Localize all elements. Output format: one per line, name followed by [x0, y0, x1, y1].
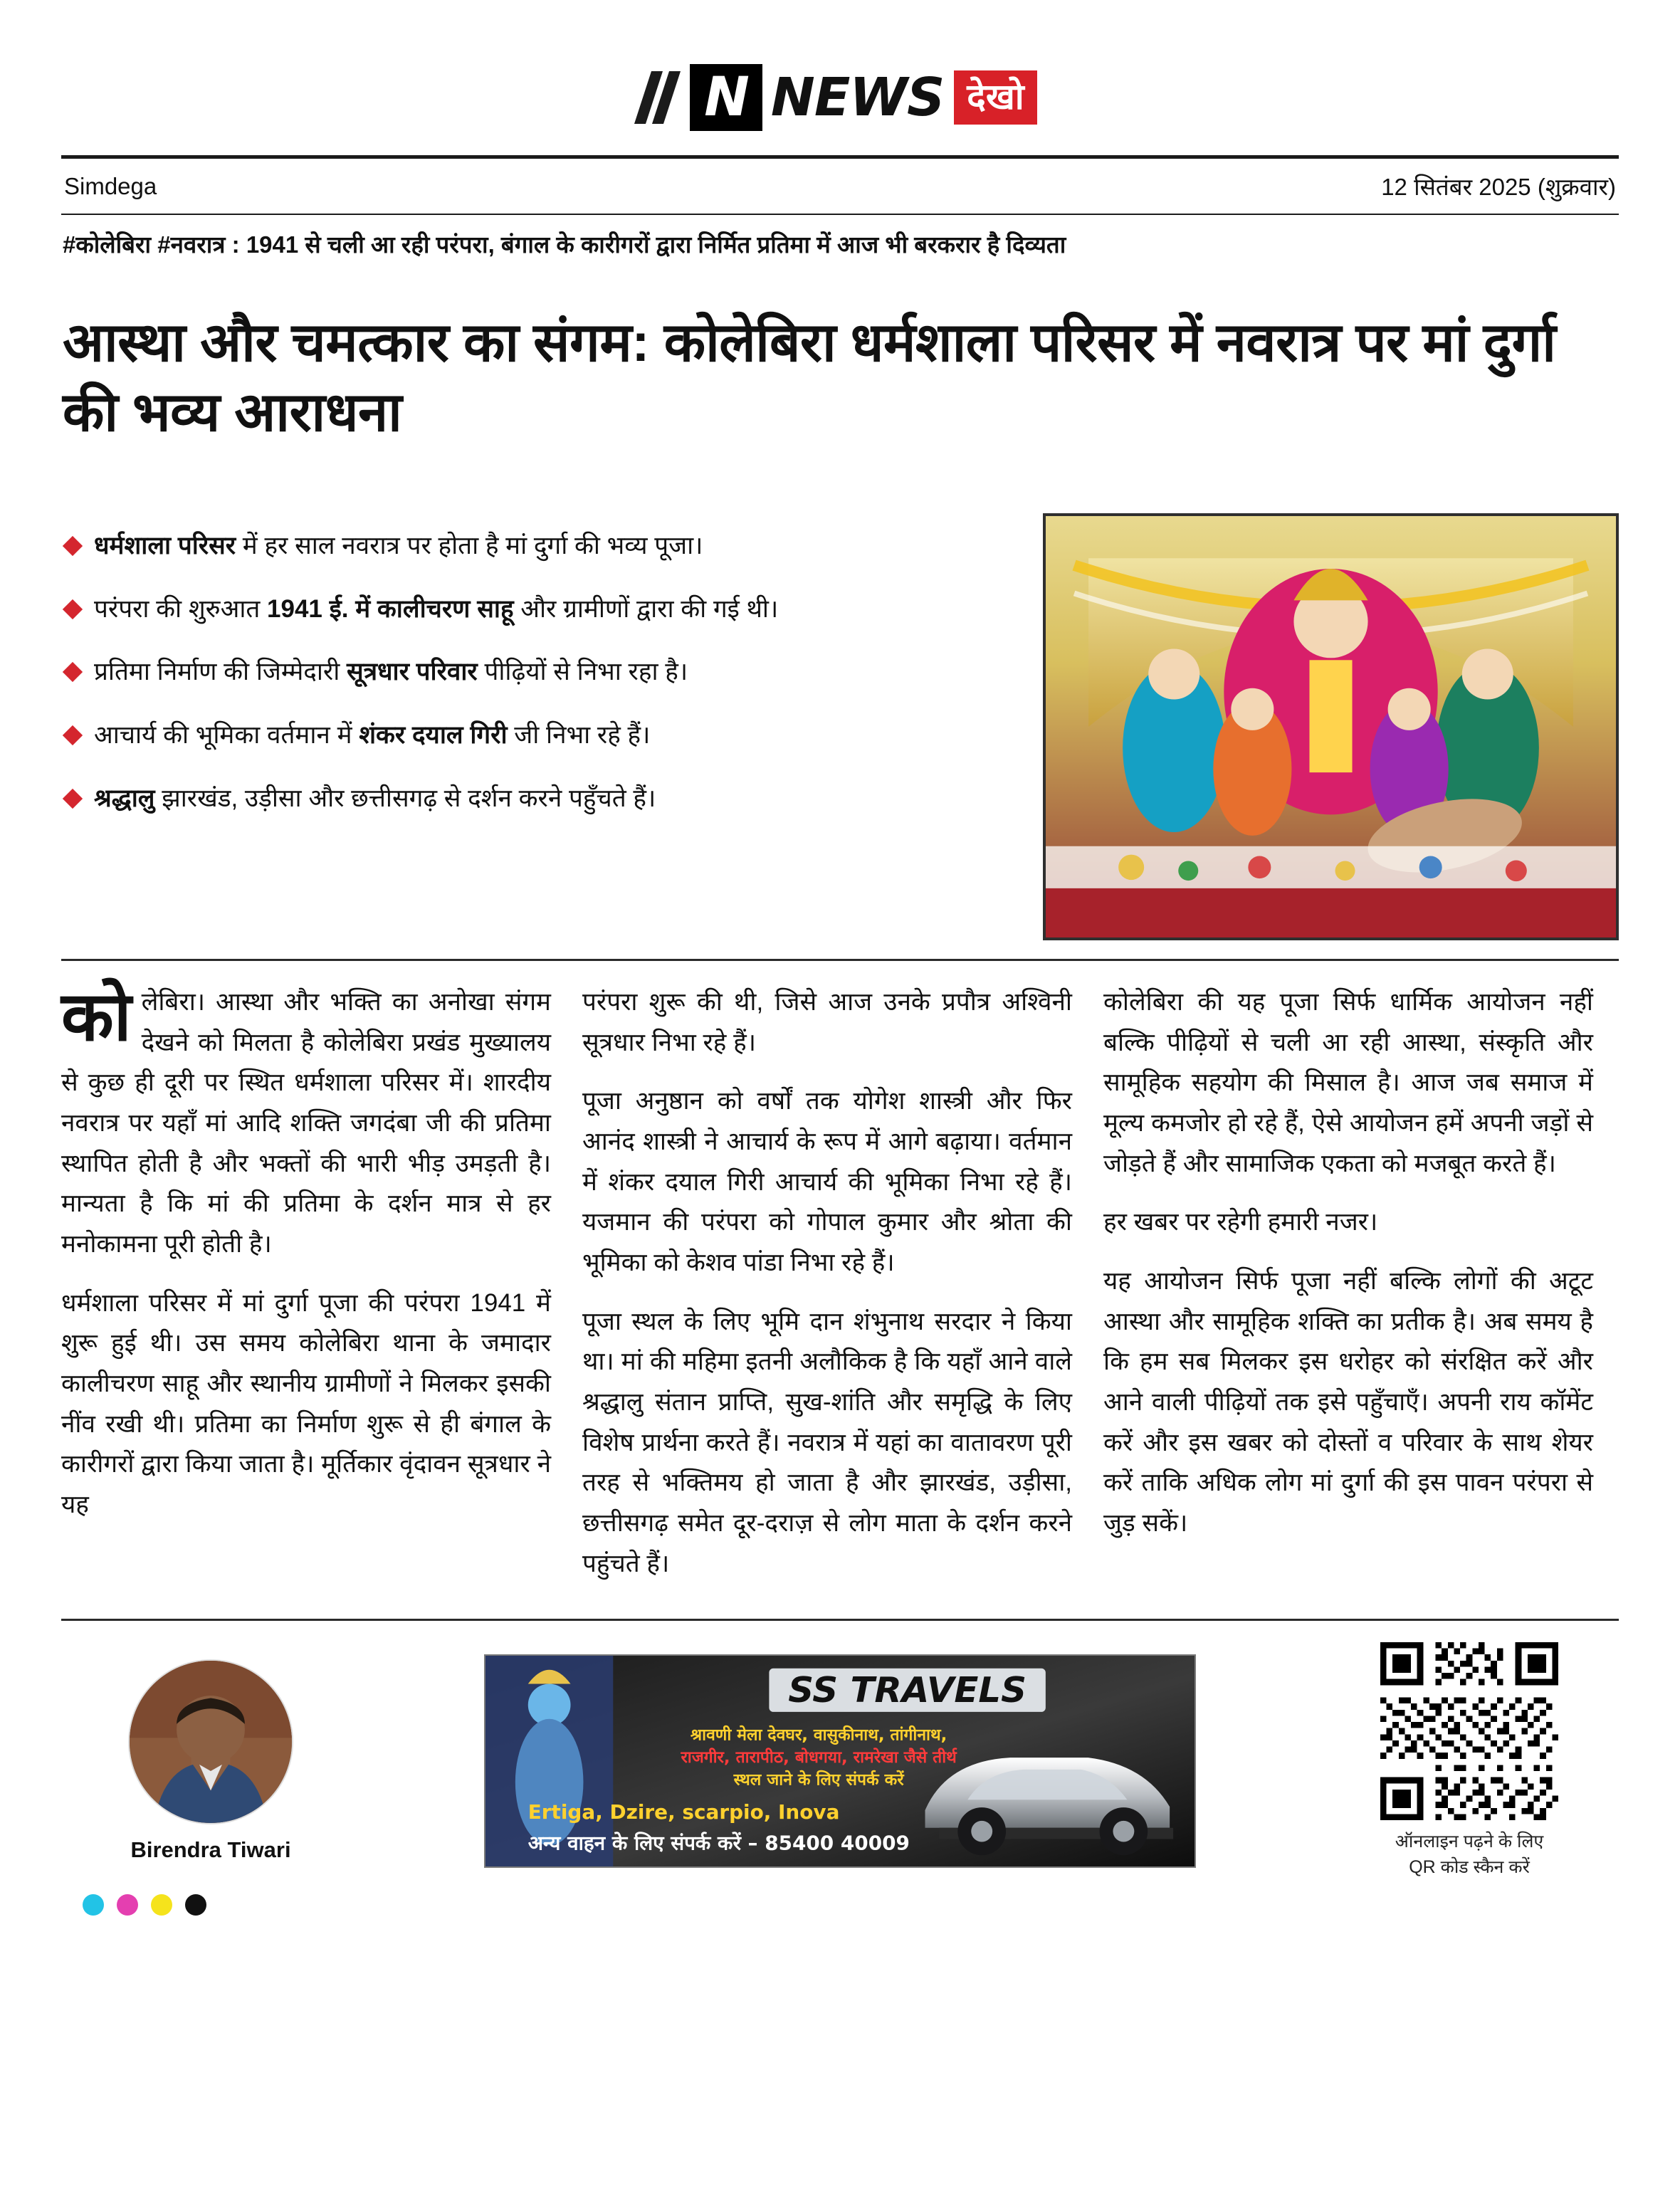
color-dot-cyan [83, 1894, 104, 1916]
logo-news-text: NEWS [770, 67, 945, 128]
avatar [128, 1659, 293, 1824]
diamond-bullet-icon [63, 536, 83, 556]
news-logo [643, 64, 1036, 131]
bullet-bold: धर्मशाला परिसर [94, 531, 236, 560]
svg-text:श्रावणी मेला देवघर, वासुकीनाथ,: श्रावणी मेला देवघर, वासुकीनाथ, तांगीनाथ, [690, 1725, 947, 1745]
svg-text:Ertiga, Dzire, scarpio, Inova: Ertiga, Dzire, scarpio, Inova [527, 1800, 840, 1824]
page-title: आस्था और चमत्कार का संगम: कोलेबिरा धर्मशाला परिसर में नवरात्र पर मां दुर्गा की भव्य आराधना [63, 312, 1556, 443]
masthead [61, 43, 1619, 155]
list-item [61, 652, 1019, 693]
bullet-pre: आचार्य की भूमिका वर्तमान में [94, 720, 359, 749]
paragraph [61, 978, 551, 1265]
dateline-date: 12 सितंबर 2025 (शुक्रवार) [1381, 174, 1616, 200]
bullet-pre: परंपरा की शुरुआत [94, 594, 268, 623]
list-item [61, 779, 1019, 819]
bullet-list [61, 513, 1019, 940]
qr-caption-line-2: QR कोड स्कैन करें [1409, 1856, 1530, 1877]
column-1 [61, 978, 551, 1603]
paragraph: परंपरा शुरू की थी, जिसे आज उनके प्रपौत्र अश्विनी सूत्रधार निभा रहे हैं। [582, 987, 1072, 1056]
bullet-rest: जी निभा रहे हैं। [507, 720, 651, 749]
color-registration-dots [61, 1880, 1619, 1916]
svg-text:राजगीर, तारापीठ, बोधगया, रामरे: राजगीर, तारापीठ, बोधगया, रामरेखा जैसे तीर्थ [681, 1748, 957, 1767]
durga-idol-illustration [1046, 516, 1616, 937]
bullet-rest: झारखंड, उड़ीसा और छत्तीसगढ़ से दर्शन करने पहुँचते हैं। [154, 784, 656, 812]
diamond-bullet-icon [63, 599, 83, 619]
logo-n-mark: N [690, 64, 762, 131]
svg-text:स्थल जाने के लिए संपर्क करें: स्थल जाने के लिए संपर्क करें [733, 1770, 904, 1790]
svg-text:अन्य वाहन के लिए संपर्क करें –: अन्य वाहन के लिए संपर्क करें – 85400 40009 [527, 1831, 910, 1855]
column-2 [582, 982, 1072, 1603]
diamond-bullet-icon [63, 662, 83, 682]
column-3 [1103, 982, 1593, 1603]
diamond-bullet-icon [63, 725, 83, 745]
logo-slashes-icon [643, 71, 678, 124]
footer [61, 1621, 1619, 1881]
article-kicker: #कोलेबिरा #नवरात्र : 1941 से चली आ रही परंपरा, बंगाल के कारीगरों द्वारा निर्मित प्रतिमा में आज भी बरकरार है दिव्यता [63, 231, 1066, 258]
dateline-location: Simdega [64, 172, 157, 199]
svg-text:SS TRAVELS: SS TRAVELS [788, 1669, 1027, 1711]
paragraph: पूजा स्थल के लिए भूमि दान शंभुनाथ सरदार ने किया था। मां की महिमा इतनी अलौकिक है कि यहाँ आने वाले श्रद्धालु संतान प्राप्ति, सुख-शांति और समृद्धि के लिए विशेष प्रार्थना करते हैं। नवरात्र में यहां का वातावरण पूरी तरह से भक्तिमय हो जाता है और झारखंड, उड़ीसा, छत्तीसगढ़ समेत दूर-दराज़ से लोग माता के दर्शन करने पहुंचते हैं। [582, 1307, 1072, 1577]
qr-code[interactable] [1380, 1642, 1558, 1820]
paragraph: पूजा अनुष्ठान को वर्षों तक योगेश शास्त्री और फिर आनंद शास्त्री ने आचार्य के रूप में आगे बढ़ाया। वर्तमान में शंकर दयाल गिरी आचार्य की भूमिका निभा रहे हैं। यजमान की परंपरा को गोपाल कुमार और श्रोता की भूमिका को केशव पांडा निभा रहे हैं। [582, 1087, 1072, 1277]
logo-dekho-badge: देखो [954, 70, 1036, 125]
list-item [61, 715, 1019, 756]
color-dot-yellow [151, 1894, 172, 1916]
paragraph: कोलेबिरा की यह पूजा सिर्फ धार्मिक आयोजन नहीं बल्कि पीढ़ियों से चली आ रही आस्था, संस्कृति और सामूहिक सहयोग की मिसाल है। आज जब समाज में मूल्य कमजोर हो रहे हैं, ऐसे आयोजन हमें अपनी जड़ों से जोड़ते हैं और सामाजिक एकता को मजबूत करते हैं। [1103, 987, 1593, 1177]
qr-caption [1320, 1820, 1619, 1881]
paragraph-text: लेबिरा। आस्था और भक्ति का अनोखा संगम देखने को मिलता है कोलेबिरा प्रखंड मुख्यालय से कुछ ही दूरी पर स्थित धर्मशाला परिसर में। शारदीय नवरात्र पर यहाँ मां आदि शक्ति जगदंबा जी की प्रतिमा स्थापित होती है और भक्तों की भारी भीड़ उमड़ती है। मान्यता है कि मां की प्रतिमा के दर्शन मात्र से हर मनोकामना पूरी होती है। [61, 987, 551, 1259]
reporter-block [61, 1659, 360, 1863]
color-dot-magenta [117, 1894, 138, 1916]
lead-section [61, 503, 1619, 940]
drop-cap: को [61, 978, 132, 1055]
color-dot-black [185, 1894, 206, 1916]
qr-block [1320, 1642, 1619, 1881]
dateline-bar [61, 159, 1619, 214]
paragraph: हर खबर पर रहेगी हमारी नजर। [1103, 1208, 1378, 1236]
diamond-bullet-icon [63, 788, 83, 808]
paragraph: यह आयोजन सिर्फ पूजा नहीं बल्कि लोगों की अटूट आस्था और सामूहिक शक्ति का प्रतीक है। अब समय है कि हम सब मिलकर इस धरोहर को संरक्षित करें और आने वाली पीढ़ियों तक इसे पहुँचाएँ। अपनी राय कॉमेंट करें और इस खबर को दोस्तों व परिवार के साथ शेयर करें ताकि अधिक लोग मां दुर्गा की इस पावन परंपरा से जुड़ सकें। [1103, 1267, 1593, 1538]
list-item [61, 589, 1019, 630]
bullet-bold: श्रद्धालु [94, 784, 155, 812]
durga-idol-photo [1043, 513, 1619, 940]
reporter-portrait [130, 1661, 292, 1823]
reporter-name: Birendra Tiwari [130, 1837, 291, 1862]
bullet-bold: सूत्रधार परिवार [347, 658, 478, 686]
paragraph: धर्मशाला परिसर में मां दुर्गा पूजा की परंपरा 1941 में शुरू हुई थी। उस समय कोलेबिरा थाना के जमादार कालीचरण साहू और स्थानीय ग्रामीणों ने मिलकर इसकी नींव रखी थी। प्रतिमा का निर्माण शुरू से ही बंगाल के कारीगरों द्वारा किया जाता है। मूर्तिकार वृंदावन सूत्रधार ने यह [61, 1288, 551, 1519]
ad-artwork [485, 1656, 1195, 1866]
bullet-bold: शंकर दयाल गिरी [359, 720, 508, 749]
article-body [61, 961, 1619, 1603]
list-item [61, 526, 1019, 567]
bullet-pre: प्रतिमा निर्माण की जिम्मेदारी [94, 658, 347, 686]
bullet-rest: पीढ़ियों से निभा रहा है। [477, 658, 688, 686]
advertisement-ss-travels[interactable] [484, 1654, 1196, 1868]
qr-caption-line-1: ऑनलाइन पढ़ने के लिए [1395, 1831, 1544, 1851]
bullet-rest: और ग्रामीणों द्वारा की गई थी। [513, 594, 779, 623]
bullet-rest: में हर साल नवरात्र पर होता है मां दुर्गा की भव्य पूजा। [236, 531, 703, 560]
bullet-bold: 1941 ई. में कालीचरण साहू [267, 594, 514, 623]
qr-code-icon [1380, 1642, 1558, 1820]
